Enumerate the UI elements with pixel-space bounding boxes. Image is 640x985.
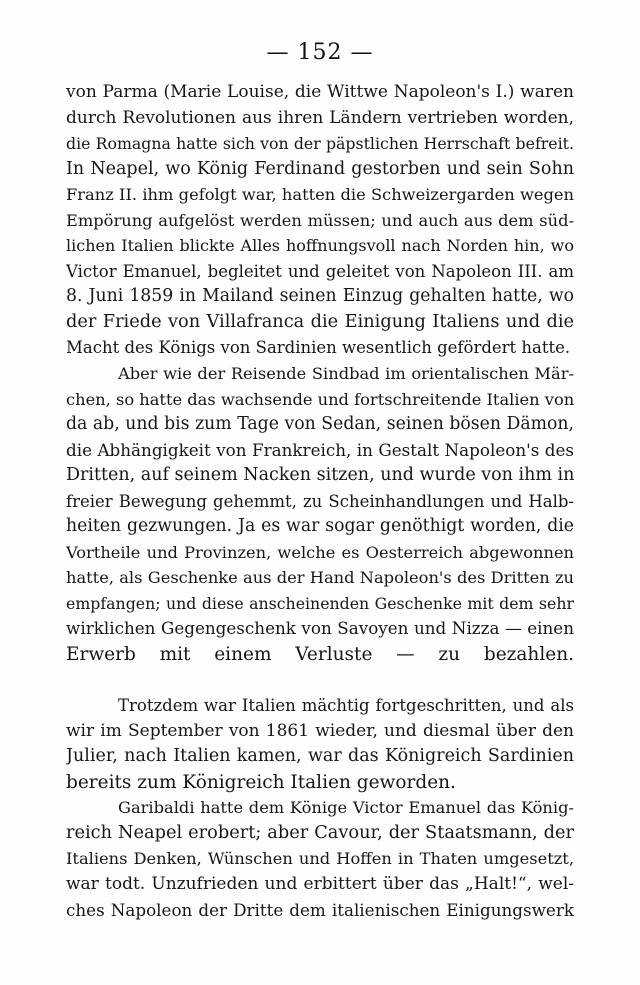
text-line: Trotzdem war Italien mächtig fortgeschritten, und als (118, 696, 574, 716)
text-line: freier Bewegung gehemmt, zu Scheinhandlungen und Halb- (66, 491, 574, 511)
text-line: lichen Italien blickte Alles hoffnungsvoll nach Norden hin, wo (66, 236, 574, 256)
text-line: Julier, nach Italien kamen, war das Königreich Sardinien (66, 746, 574, 767)
text-line: Victor Emanuel, begleitet und geleitet von Napoleon III. am (66, 261, 574, 281)
text-line: hatte, als Geschenke aus der Hand Napoleon's des Dritten zu (66, 568, 574, 588)
paragraph (66, 80, 574, 361)
text-line: Aber wie der Reisende Sindbad im orientalischen Mär- (118, 364, 574, 384)
paragraph (66, 795, 574, 923)
text-line: die Abhängigkeit von Frankreich, in Gestalt Napoleon's des (66, 439, 574, 460)
text-line: war todt. Unzufrieden und erbittert über das „Halt!“, wel- (66, 873, 574, 894)
text-line: chen, so hatte das wachsende und fortschreitende Italien von (66, 389, 574, 409)
paragraph (66, 693, 574, 795)
text-line: Italiens Denken, Wünschen und Hoffen in Thaten umgesetzt, (66, 849, 574, 869)
text-line: da ab, und bis zum Tage von Sedan, seinen bösen Dämon, (66, 414, 574, 435)
text-line: wir im September von 1861 wieder, und diesmal über den (66, 720, 574, 741)
text-line: von Parma (Marie Louise, die Wittwe Napoleon's I.) waren (66, 82, 574, 102)
text-line: Empörung aufgelöst werden müssen; und auch aus dem süd- (66, 210, 574, 230)
text-line: bereits zum Königreich Italien geworden. (66, 771, 456, 793)
text-line: Dritten, auf seinem Nacken sitzen, und wurde von ihm in (66, 465, 574, 486)
text-line: Macht des Königs von Sardinien wesentlich gefördert hatte. (66, 338, 571, 358)
text-line: Franz II. ihm gefolgt war, hatten die Schweizergarden wegen (66, 185, 574, 205)
text-line: ches Napoleon der Dritte dem italienischen Einigungswerk (66, 899, 574, 920)
text-line: durch Revolutionen aus ihren Ländern vertrieben worden, (66, 107, 574, 128)
text-line: In Neapel, wo König Ferdinand gestorben und sein Sohn (66, 158, 574, 179)
body-text (66, 80, 574, 923)
text-line: Garibaldi hatte dem Könige Victor Emanuel das König- (118, 798, 574, 818)
text-line: Vortheile und Provinzen, welche es Oesterreich abgewonnen (66, 542, 574, 562)
text-line: die Romagna hatte sich von der päpstlichen Herrschaft befreit. (66, 134, 574, 154)
text-line: wirklichen Gegengeschenk von Savoyen und Nizza — einen (66, 618, 574, 639)
text-line (66, 668, 574, 694)
paragraph (66, 361, 574, 693)
page-number: — 152 — (266, 40, 374, 65)
text-line: empfangen; und diese anscheinenden Geschenke mit dem sehr (66, 593, 574, 613)
text-line: Erwerb mit einem Verluste — zu bezahlen. (66, 644, 574, 666)
text-line: 8. Juni 1859 in Mailand seinen Einzug gehalten hatte, wo (66, 286, 574, 307)
text-line: reich Neapel erobert; aber Cavour, der Staatsmann, der (66, 822, 574, 843)
text-line: heiten gezwungen. Ja es war sogar genöthigt worden, die (66, 516, 574, 537)
text-line: der Friede von Villafranca die Einigung Italiens und die (66, 311, 574, 332)
